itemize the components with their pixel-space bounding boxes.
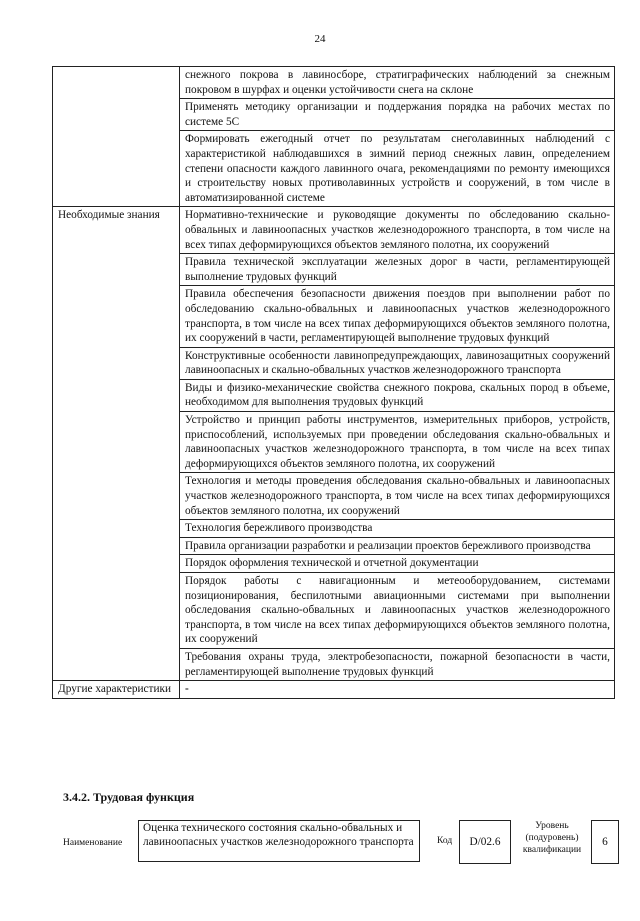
row-label-knowledge: Необходимые знания bbox=[53, 207, 180, 681]
table-cell: Устройство и принцип работы инструментов, измерительных приборов, устройств, приспособлений, используемых при проведении обследования скально-обвальных и лавиноопасных участков железнодорожного транспорта, в том числе на всех типах деформирующихся объектов земляного полотна, их сооружений bbox=[180, 412, 615, 473]
table-row bbox=[53, 681, 615, 699]
name-value: Оценка технического состояния скально-обвальных и лавиноопасных участков железнодорожного транспорта bbox=[138, 820, 420, 862]
table-cell: Технология бережливого производства bbox=[180, 520, 615, 538]
page-number: 24 bbox=[314, 33, 326, 45]
table-cell: Применять методику организации и поддержания порядка на рабочих местах по системе 5С bbox=[180, 99, 615, 131]
table-cell: Порядок оформления технической и отчетной документации bbox=[180, 555, 615, 573]
table-cell: снежного покрова в лавиносборе, стратиграфических наблюдений за снежным покровом в шурфах и оценки устойчивости снега на склоне bbox=[180, 67, 615, 99]
labor-function-header bbox=[0, 820, 640, 870]
table-cell: Правила технической эксплуатации железных дорог в части, регламентирующей выполнение трудовых функций bbox=[180, 254, 615, 286]
code-label: Код bbox=[437, 836, 453, 846]
table-cell: Виды и физико-механические свойства снежного покрова, скальных пород в объеме, необходимом для выполнения трудовых функций bbox=[180, 379, 615, 411]
table-cell: Нормативно-технические и руководящие документы по обследованию скально-обвальных и лавиноопасных участков железнодорожного транспорта, в том числе на всех типах деформирующихся объектов земляного полотна, их сооружений bbox=[180, 207, 615, 254]
table-cell: Правила организации разработки и реализации проектов бережливого производства bbox=[180, 537, 615, 555]
code-value: D/02.6 bbox=[459, 820, 511, 864]
table-cell: Требования охраны труда, электробезопасности, пожарной безопасности в части, регламентирующей выполнение трудовых функций bbox=[180, 648, 615, 680]
level-label: Уровень (подуровень) квалификации bbox=[522, 821, 582, 855]
table-cell: Конструктивные особенности лавинопредупреждающих, лавинозащитных сооружений лавиноопасных и скально-обвальных участков железнодорожного транспорта bbox=[180, 347, 615, 379]
table-cell: Правила обеспечения безопасности движения поездов при выполнении работ по обследованию скально-обвальных и лавиноопасных участков железнодорожного транспорта, в том числе на всех типах деформирующихся объектов земляного полотна, их сооружений в части, регламентирующей выполнение трудовых функций bbox=[180, 286, 615, 347]
section-title: 3.4.2. Трудовая функция bbox=[63, 790, 195, 804]
row-label-other: Другие характеристики bbox=[53, 681, 180, 699]
table-cell: Порядок работы с навигационным и метеооборудованием, системами позиционирования, беспилотными авиационными системами при выполнении обследования скально-обвальных и лавиноопасных участков железнодорожного транспорта, в том числе на всех типах деформирующихся объектов земляного полотна, их сооружений bbox=[180, 573, 615, 649]
table-row bbox=[53, 67, 615, 99]
table-cell: Технология и методы проведения обследования скально-обвальных и лавиноопасных участков железнодорожного транспорта, в том числе на всех типах деформирующихся объектов земляного полотна, их сооружений bbox=[180, 473, 615, 520]
row-label bbox=[53, 67, 180, 207]
level-value: 6 bbox=[591, 820, 619, 864]
name-label: Наименование bbox=[63, 838, 123, 848]
table-row bbox=[53, 207, 615, 254]
table-cell: - bbox=[180, 681, 615, 699]
table-cell: Формировать ежегодный отчет по результатам снеголавинных наблюдений с характеристикой наблюдавшихся в зимний период снежных лавин, определением степени опасности каждого лавинного очага, рекомендациями по ремонту имеющихся и строительству новых противолавинных устройств и сооружений, в том числе в автоматизированной системе bbox=[180, 131, 615, 207]
competency-table bbox=[52, 66, 615, 699]
